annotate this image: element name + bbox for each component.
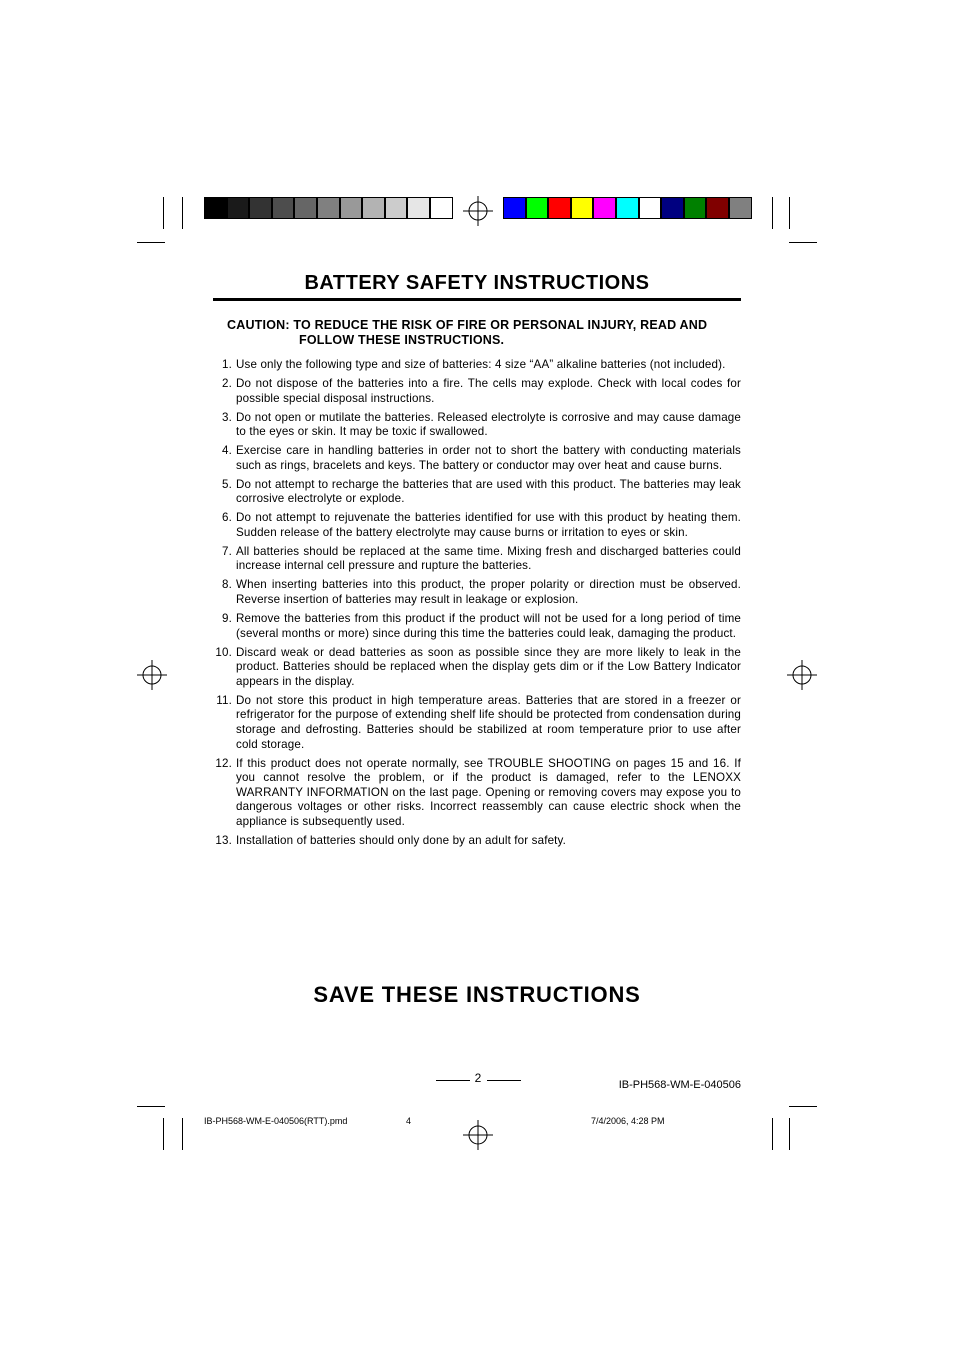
- color-swatch: [548, 197, 571, 219]
- instruction-text: Remove the batteries from this product if the product will not be used for a long period of time (several months or more) since during this time the batteries could leak, damaging the product.: [236, 612, 741, 640]
- crop-mark: [789, 197, 790, 229]
- color-swatch: [340, 197, 363, 219]
- instruction-item: [205, 411, 741, 440]
- color-swatch: [503, 197, 526, 219]
- color-swatch: [227, 197, 250, 219]
- footer-page: 4: [406, 1116, 412, 1126]
- color-swatch: [294, 197, 317, 219]
- crop-mark: [789, 1118, 790, 1150]
- color-swatch: [317, 197, 340, 219]
- instruction-list: [205, 358, 741, 853]
- instruction-item: [205, 478, 741, 507]
- instruction-number: 2.: [222, 376, 232, 390]
- registration-mark-icon: [463, 196, 493, 226]
- instruction-number: 3.: [222, 410, 232, 424]
- process-color-bar: [503, 197, 752, 221]
- crop-mark: [772, 197, 773, 229]
- page-title: BATTERY SAFETY INSTRUCTIONS: [304, 272, 650, 294]
- color-swatch: [571, 197, 594, 219]
- color-swatch: [272, 197, 295, 219]
- color-swatch: [385, 197, 408, 219]
- instruction-number: 12.: [215, 756, 232, 770]
- instruction-item: [205, 377, 741, 406]
- instruction-item: [205, 612, 741, 641]
- crop-mark: [163, 197, 164, 229]
- registration-mark-icon: [463, 1120, 493, 1150]
- instruction-item: [205, 578, 741, 607]
- instruction-text: Do not dispose of the batteries into a fire. The cells may explode. Check with local codes for possible special disposal instructions.: [236, 376, 741, 405]
- instruction-item: [205, 444, 741, 473]
- instruction-item: [205, 834, 741, 849]
- caution-line-2: FOLLOW THESE INSTRUCTIONS.: [299, 333, 505, 347]
- crop-mark: [163, 1118, 164, 1150]
- color-swatch: [729, 197, 752, 219]
- instruction-text: Installation of batteries should only done by an adult for safety.: [236, 833, 567, 847]
- caution-notice: [227, 318, 747, 348]
- color-swatch: [204, 197, 227, 219]
- instruction-text: Discard weak or dead batteries as soon as possible since they are more likely to leak in the product. Batteries should be replaced when the display gets dim or if the Low Battery Indicator appears in the display.: [236, 645, 741, 688]
- instruction-number: 9.: [222, 612, 232, 626]
- registration-mark-icon: [137, 660, 167, 690]
- instruction-text: When inserting batteries into this product, the proper polarity or direction must be observed. Reverse insertion of batteries may result in leakage or explosion.: [236, 578, 741, 607]
- grayscale-color-bar: [204, 197, 453, 221]
- instruction-number: 11.: [216, 693, 232, 707]
- instruction-item: [205, 511, 741, 540]
- instruction-item: [205, 646, 741, 690]
- instruction-text: If this product does not operate normally, see TROUBLE SHOOTING on pages 15 and 16. If you cannot resolve the problem, or if the product is damaged, refer to the LENOXX WARRANTY INFORMATION on the last page. Opening or removing covers may expose you to dangerous voltages or other risks. Incorrect reassembly can cause electric shock when the appliance is subsequently used.: [236, 756, 741, 828]
- footer-filename: IB-PH568-WM-E-040506(RTT).pmd: [204, 1116, 348, 1126]
- instruction-item: [205, 757, 741, 830]
- instruction-text: Use only the following type and size of batteries: 4 size “AA” alkaline batteries (not included).: [236, 358, 726, 371]
- color-swatch: [249, 197, 272, 219]
- instruction-text: Do not attempt to recharge the batteries that are used with this product. The batteries may leak corrosive electrolyte or explode.: [236, 477, 741, 506]
- color-swatch: [430, 197, 453, 219]
- save-instructions-heading: SAVE THESE INSTRUCTIONS: [313, 982, 641, 1007]
- instruction-text: Do not store this product in high temperature areas. Batteries that are stored in a freezer or refrigerator for the purpose of extending shelf life should be protected from condensation during storage and defrosting. Batteries should be stabilized at room temperature prior to use after cold storage.: [236, 693, 741, 751]
- instruction-number: 13.: [215, 833, 232, 847]
- page-number: 2: [474, 1071, 482, 1085]
- registration-mark-icon: [787, 660, 817, 690]
- crop-mark: [182, 197, 183, 229]
- instruction-number: 7.: [222, 544, 232, 558]
- instruction-text: Exercise care in handling batteries in order not to short the battery with conducting materials such as rings, bracelets and keys. The battery or conductor may over heat and cause burns.: [236, 444, 741, 472]
- color-swatch: [661, 197, 684, 219]
- title-underline: [213, 298, 741, 301]
- crop-mark: [137, 1106, 165, 1107]
- instruction-item: [205, 358, 741, 373]
- instruction-number: 10.: [215, 645, 232, 659]
- instruction-text: All batteries should be replaced at the same time. Mixing fresh and discharged batteries could increase internal cell pressure and rupture the batteries.: [236, 544, 741, 573]
- instruction-item: [205, 694, 741, 752]
- instruction-number: 1.: [222, 358, 232, 371]
- instruction-item: [205, 545, 741, 574]
- crop-mark: [772, 1118, 773, 1150]
- instruction-text: Do not attempt to rejuvenate the batteries identified for use with this product by heating them. Sudden release of the battery electrolyte may cause burns or irritation to eyes or skin.: [236, 511, 741, 539]
- document-id: IB-PH568-WM-E-040506: [618, 1079, 741, 1091]
- footer-date: 7/4/2006, 4:28 PM: [591, 1116, 665, 1126]
- color-swatch: [616, 197, 639, 219]
- color-swatch: [593, 197, 616, 219]
- instruction-text: Do not open or mutilate the batteries. Released electrolyte is corrosive and may cause damage to the eyes or skin. It may be toxic if swallowed.: [236, 410, 741, 439]
- crop-mark: [137, 242, 165, 243]
- crop-mark: [182, 1118, 183, 1150]
- instruction-number: 5.: [222, 477, 232, 491]
- instruction-number: 6.: [222, 511, 232, 525]
- caution-line-1: CAUTION: TO REDUCE THE RISK OF FIRE OR PERSONAL INJURY, READ AND: [227, 318, 708, 332]
- color-swatch: [684, 197, 707, 219]
- instruction-number: 4.: [222, 444, 232, 458]
- color-swatch: [407, 197, 430, 219]
- instruction-number: 8.: [222, 578, 232, 592]
- crop-mark: [789, 1106, 817, 1107]
- color-swatch: [362, 197, 385, 219]
- color-swatch: [526, 197, 549, 219]
- color-swatch: [639, 197, 662, 219]
- color-swatch: [706, 197, 729, 219]
- crop-mark: [789, 242, 817, 243]
